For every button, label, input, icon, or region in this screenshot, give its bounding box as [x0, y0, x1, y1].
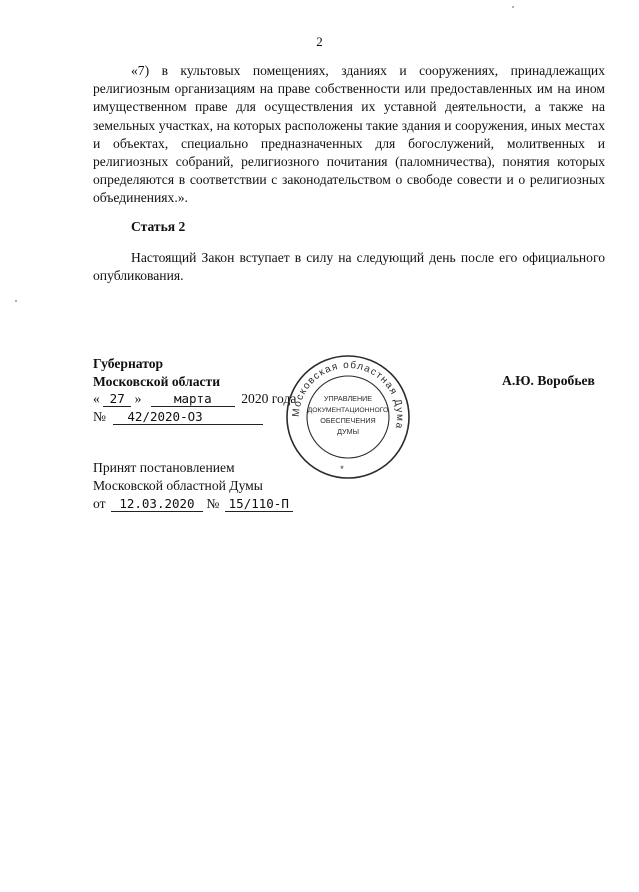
governor-title: [93, 355, 220, 391]
signatory-name: А.Ю. Воробьев: [502, 373, 595, 388]
acceptance-date-line: [93, 495, 293, 513]
law-number-line: [93, 409, 263, 425]
law-date-year: 2020 года: [241, 391, 297, 406]
law-number: 42/2020-ОЗ: [113, 410, 263, 425]
acceptance-line2: Московской областной Думы: [93, 478, 263, 493]
acceptance-date-prefix: от: [93, 496, 106, 511]
stamp-center-line2: ДОКУМЕНТАЦИОННОГО: [307, 407, 389, 414]
stamp-center-line3: ОБЕСПЕЧЕНИЯ: [320, 416, 376, 425]
acceptance-line1: Принят постановлением: [93, 460, 235, 475]
law-date-month: марта: [151, 392, 235, 407]
scan-speck: [15, 300, 17, 302]
official-stamp: [285, 354, 411, 480]
article2-text: Настоящий Закон вступает в силу на следующий день после его официального опубликования.: [93, 250, 605, 284]
stamp-center-line4: ДУМЫ: [337, 427, 359, 436]
stamp-center-line1: УПРАВЛЕНИЕ: [323, 394, 373, 403]
governor-title-line1: Губернатор: [93, 356, 164, 371]
acceptance-number-prefix: №: [206, 496, 220, 511]
article1-paragraph-7: «7) в культовых помещениях, зданиях и сооружениях, принадлежащих религиозным организациям на праве собственности или предоставленных им на ином имущественном праве для осуществления их уставной деятельности, а также на земельных участках, на которых расположены такие здания и сооружения, иных местах и объектах, специально предназначенных для богослужений, молитвенных и религиозных собраний, религиозного почитания (паломничества), понятия которых определяются в соответствии с законодательством о свободе совести и о религиозных объединениях.».: [93, 63, 605, 206]
stamp-ring-text: Московская областная Дума: [290, 359, 406, 431]
acceptance-block: [93, 459, 293, 513]
date-quote-close: »: [134, 391, 142, 406]
stamp-star-icon: *: [340, 464, 344, 474]
scan-speck: [512, 6, 514, 8]
acceptance-number: 15/110-П: [225, 497, 293, 512]
article2-heading: Статья 2: [131, 219, 186, 234]
page-number: 2: [316, 34, 323, 49]
governor-title-line2: Московской области: [93, 374, 221, 389]
law-number-prefix: №: [93, 409, 106, 424]
law-date-line: [93, 391, 296, 407]
date-quote-open: «: [93, 391, 100, 406]
acceptance-date: 12.03.2020: [111, 497, 203, 512]
law-date-day: 27: [103, 392, 131, 407]
